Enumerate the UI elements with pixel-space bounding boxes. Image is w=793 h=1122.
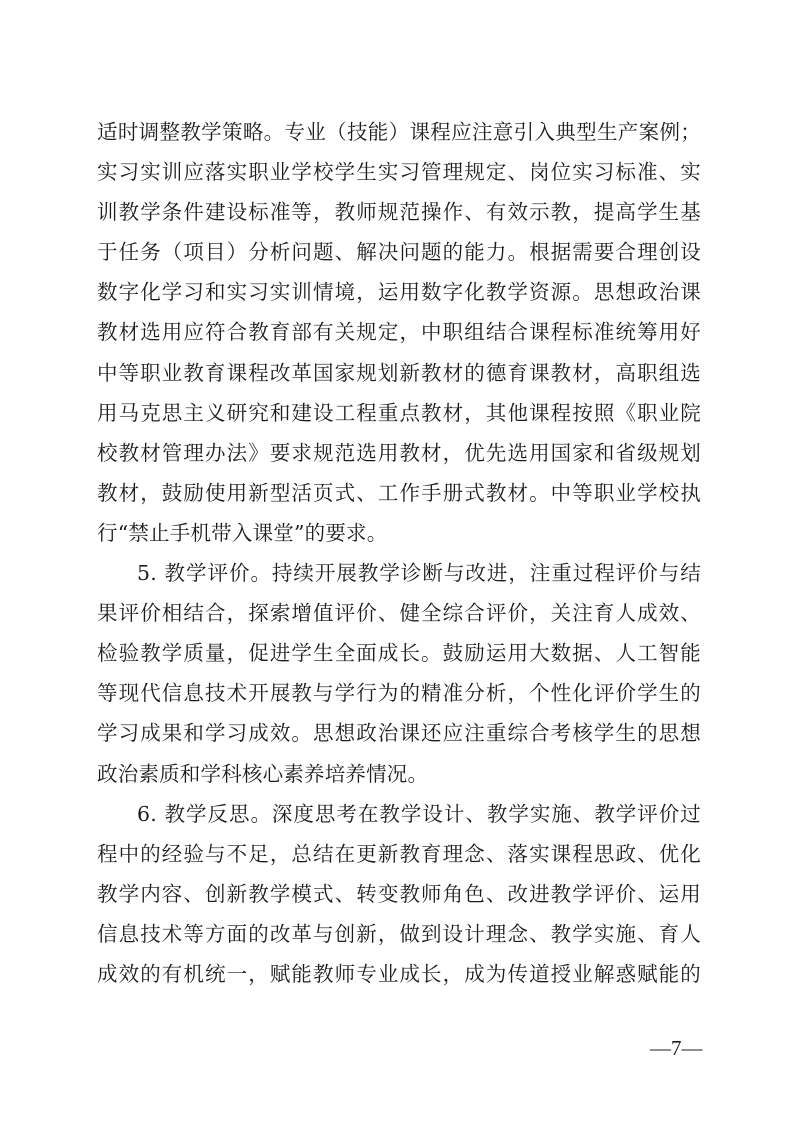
text-line: 等现代信息技术开展教与学行为的精准分析，个性化评价学生的 bbox=[97, 681, 701, 706]
section-heading-line: 5. 教学评价。持续开展教学诊断与改进，注重过程评价与结 bbox=[137, 561, 701, 586]
body-text bbox=[97, 112, 701, 994]
text-line: 果评价相结合，探索增值评价、健全综合评价，关注育人成效、 bbox=[97, 601, 701, 626]
text-line: 实习实训应落实职业学校学生实习管理规定、岗位实习标准、实 bbox=[97, 160, 701, 185]
text-line: 教学内容、创新教学模式、转变教师角色、改进教学评价、运用 bbox=[97, 881, 701, 906]
text-line: 校教材管理办法》要求规范选用教材，优先选用国家和省级规划 bbox=[97, 440, 701, 465]
text-line: 检验教学质量，促进学生全面成长。鼓励运用大数据、人工智能 bbox=[97, 641, 701, 666]
text-line: 数字化学习和实习实训情境，运用数字化教学资源。思想政治课 bbox=[97, 280, 701, 305]
text-line: 行“禁止手机带入课堂”的要求。 bbox=[97, 520, 388, 545]
text-line: 成效的有机统一，赋能教师专业成长，成为传道授业解惑赋能的 bbox=[97, 961, 701, 986]
text-line: 教材选用应符合教育部有关规定，中职组结合课程标准统筹用好 bbox=[97, 320, 701, 345]
text-line: 适时调整教学策略。专业（技能）课程应注意引入典型生产案例； bbox=[97, 120, 701, 144]
text-line: 政治素质和学科核心素养培养情况。 bbox=[97, 761, 429, 786]
text-line: 中等职业教育课程改革国家规划新教材的德育课教材，高职组选 bbox=[97, 360, 701, 385]
text-line: 程中的经验与不足，总结在更新教育理念、落实课程思政、优化 bbox=[97, 841, 701, 866]
page-number: —7— bbox=[650, 1036, 703, 1060]
text-line: 学习成果和学习成效。思想政治课还应注重综合考核学生的思想 bbox=[97, 721, 701, 746]
text-line: 教材，鼓励使用新型活页式、工作手册式教材。中等职业学校执 bbox=[97, 480, 701, 505]
text-line: 训教学条件建设标准等，教师规范操作、有效示教，提高学生基 bbox=[97, 200, 701, 225]
text-line: 于任务（项目）分析问题、解决问题的能力。根据需要合理创设 bbox=[97, 240, 701, 265]
section-heading-line: 6. 教学反思。深度思考在教学设计、教学实施、教学评价过 bbox=[137, 801, 701, 826]
text-line: 信息技术等方面的改革与创新，做到设计理念、教学实施、育人 bbox=[97, 921, 701, 946]
text-line: 用马克思主义研究和建设工程重点教材，其他课程按照《职业院 bbox=[97, 400, 701, 425]
